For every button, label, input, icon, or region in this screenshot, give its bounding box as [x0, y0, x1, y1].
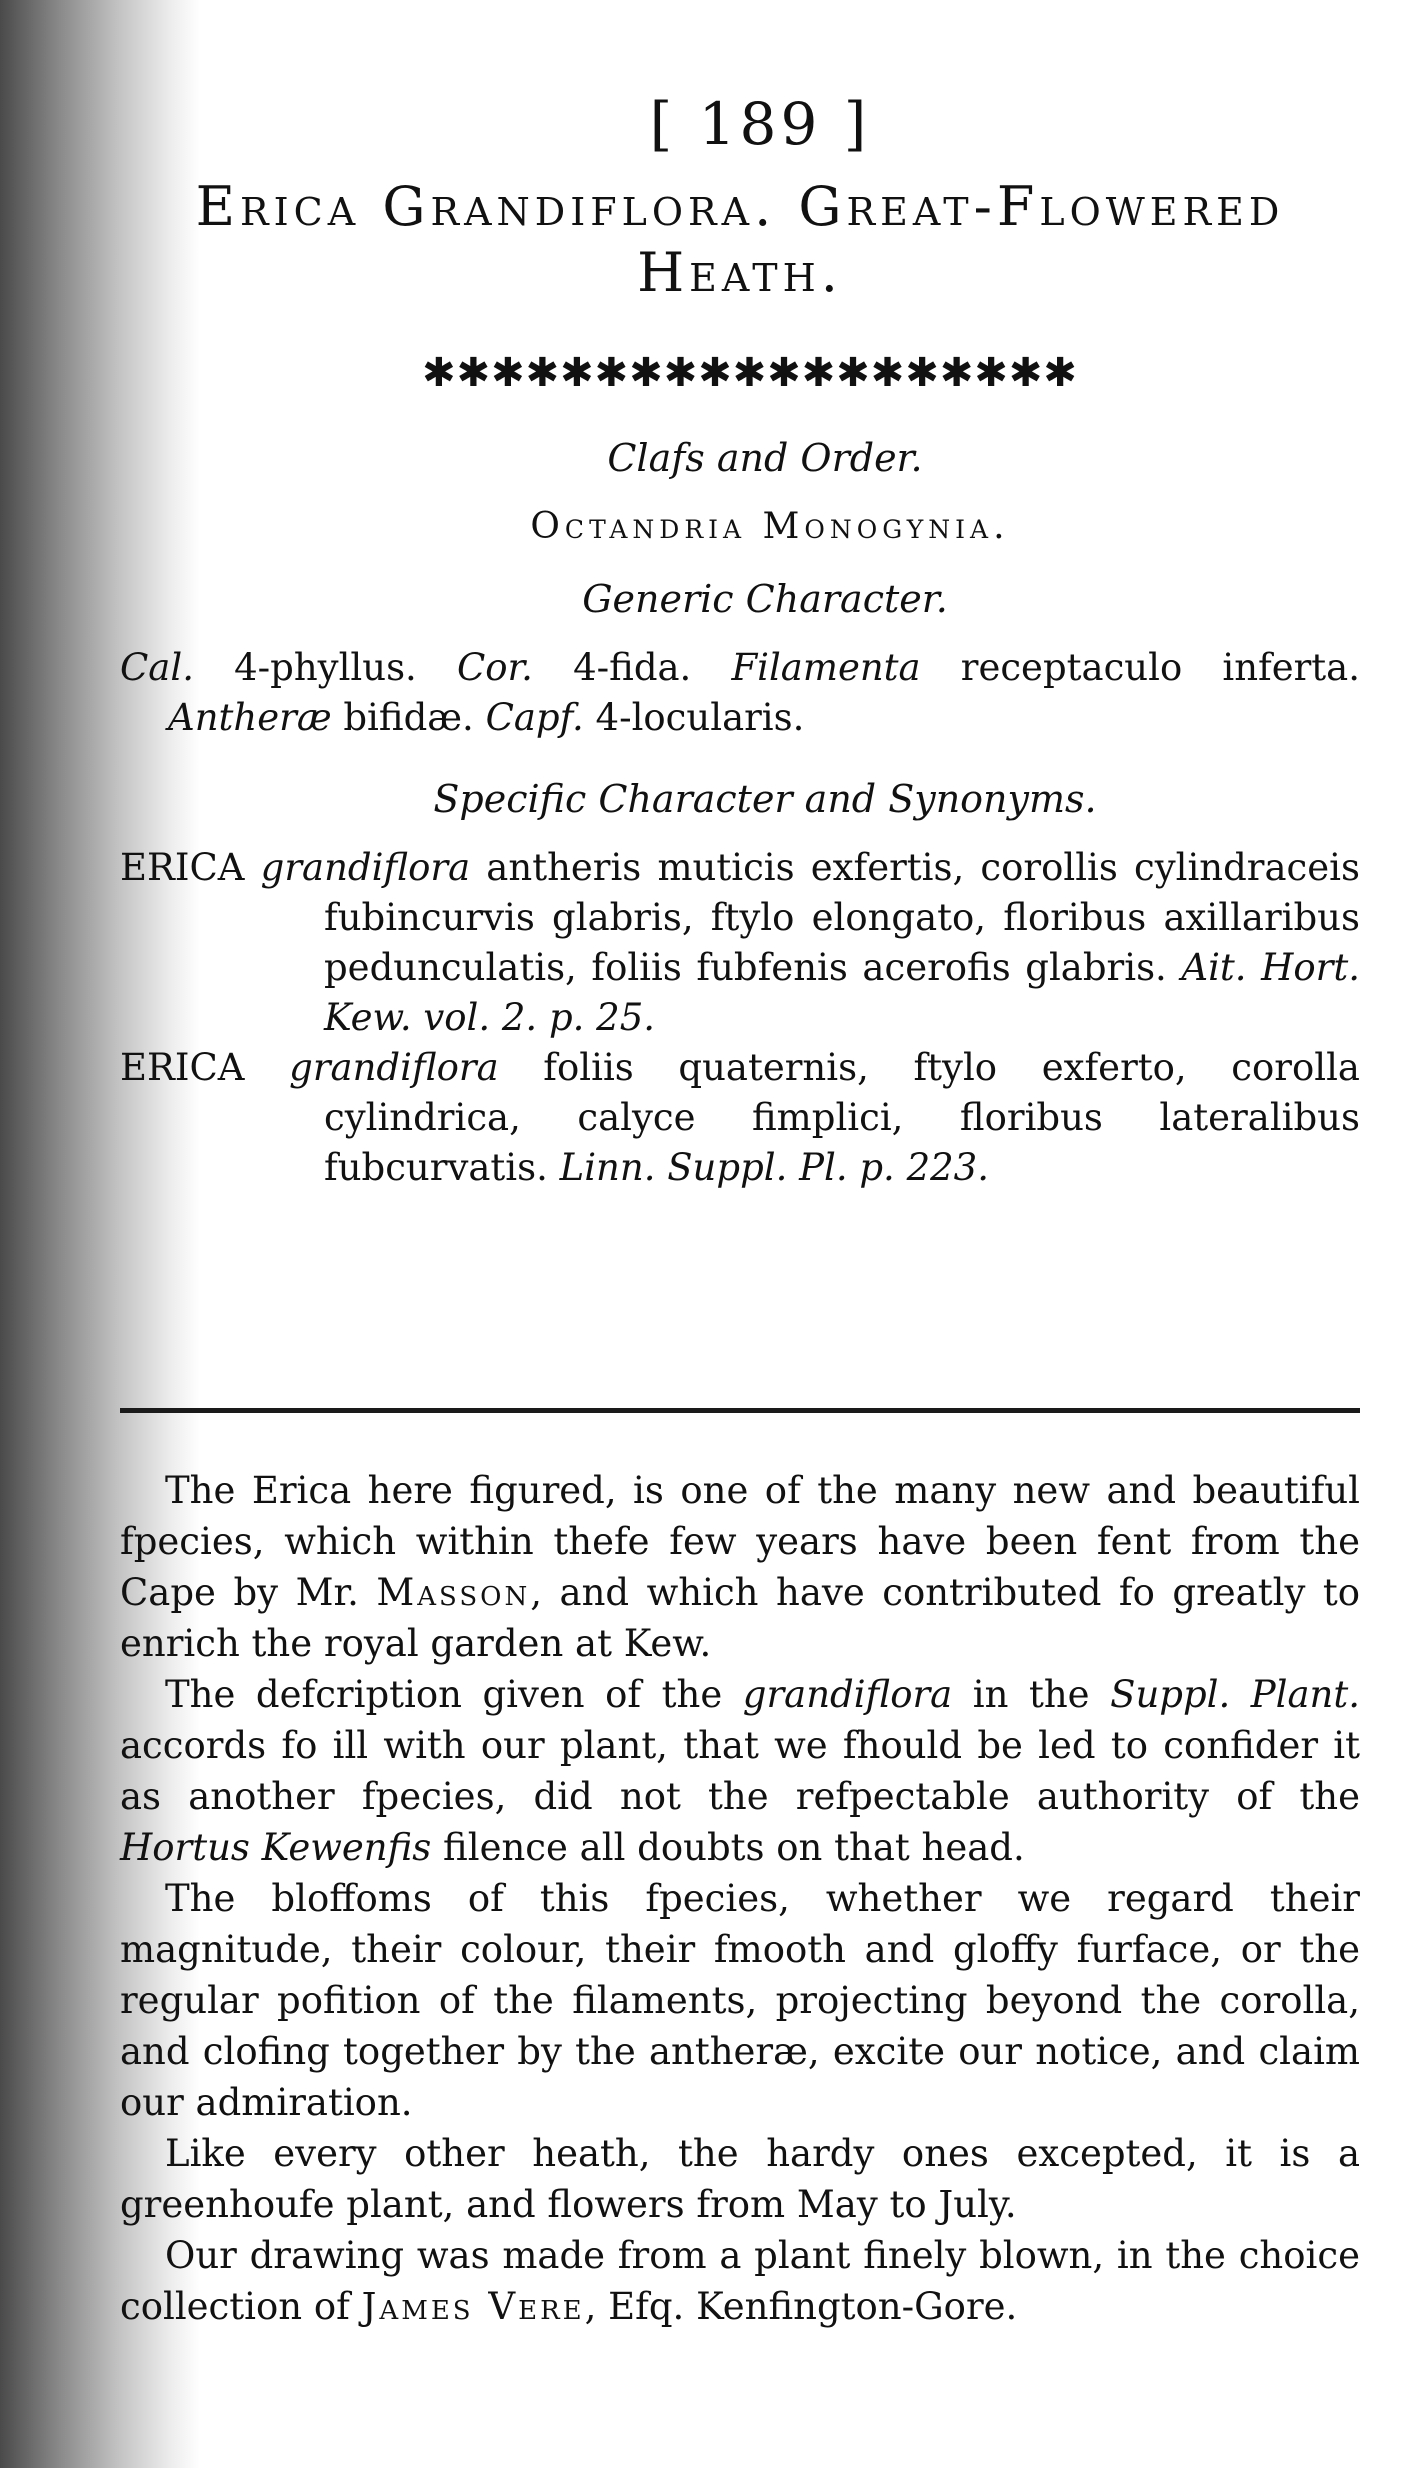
synonym-text: antheris muticis exfertis, corollis cylindraceis fubincurvis glabris, ftylo elongato, floribus axillaribus pedunculatis, foliis fubfenis acerofis glabris.: [324, 846, 1360, 989]
generic-heading: Generic Character.: [582, 577, 948, 621]
paragraph-2-text-c: accords fo ill with our plant, that we fhould be led to confider it as another fpecies, did not the refpectable authority of the: [120, 1724, 1360, 1818]
title-line-2: Heath.: [637, 241, 843, 304]
filamenta-label: Filamenta: [731, 646, 921, 689]
antherae-label: Antheræ: [168, 696, 332, 739]
synonym-reference: Linn. Suppl. Pl. p. 223.: [559, 1146, 989, 1189]
paragraph-3: The bloffoms of this fpecies, whether we regard their magnitude, their colour, their fmooth and gloffy furface, or the regular pofition of the filaments, projecting beyond the corolla, and clofing together by the antheræ, excite our notice, and claim our admiration.: [120, 1877, 1360, 2124]
star-divider: ✱✱✱✱✱✱✱✱✱✱✱✱✱✱✱✱✱✱✱: [422, 350, 1078, 396]
synonym-species: grandiflora: [289, 1046, 499, 1089]
page-number: [ 189 ]: [649, 90, 871, 158]
synonym-entry: [120, 1043, 1360, 1193]
synonym-genus: ERICA: [120, 1046, 290, 1089]
page: [120, 90, 1361, 2328]
cor-label: Cor.: [456, 646, 533, 689]
synonym-species: grandiflora: [260, 846, 471, 889]
synonym-list: [120, 843, 1360, 1193]
person-name-vere: James Vere: [361, 2285, 585, 2328]
synonym-reference: Ait. Hort. Kew. vol. 2. p. 25.: [324, 946, 1360, 1039]
paragraph-1: [120, 1465, 1360, 1669]
paragraph-2-text-a: The defcription given of the: [165, 1673, 743, 1716]
paragraph-2-italic-2: Suppl. Plant.: [1110, 1673, 1361, 1716]
class-order: Octandria Monogynia.: [530, 506, 1010, 547]
synonym-entry: [120, 843, 1360, 1043]
capsula-label: Capf.: [485, 696, 584, 739]
filamenta-text: receptaculo inferta.: [920, 646, 1360, 689]
paragraph-5: [120, 2230, 1360, 2332]
paragraph-2-text-d: filence all doubts on that head.: [431, 1826, 1025, 1869]
description-text: [120, 1465, 1360, 2332]
cor-text: 4-fida.: [532, 646, 732, 689]
paragraph-2-italic-1: grandiflora: [742, 1673, 953, 1716]
horizontal-rule: [120, 1408, 1360, 1413]
paragraph-4: Like every other heath, the hardy ones excepted, it is a greenhoufe plant, and flowers from May to July.: [120, 2132, 1360, 2226]
paragraph-1-text-a: The Erica here figured, is one of the many new and beautiful fpecies, which within thefe few years have been fent from the Cape by Mr.: [120, 1469, 1360, 1614]
capsula-text: 4-locularis.: [583, 696, 805, 739]
paragraph-5-text-b: , Efq. Kenfington-Gore.: [584, 2285, 1018, 2328]
page-title: [120, 174, 1360, 306]
person-name-masson: Masson: [376, 1571, 531, 1614]
cal-text: 4-phyllus.: [193, 646, 457, 689]
title-line-1: Erica Grandiflora. Great-Flowered: [195, 175, 1285, 238]
paragraph-5-text-a: Our drawing was made from a plant finely blown, in the choice collection of: [120, 2234, 1360, 2328]
specific-heading: Specific Character and Synonyms.: [433, 777, 1097, 821]
paragraph-2-text-b: in the: [952, 1673, 1111, 1716]
antherae-text: bifidæ.: [331, 696, 486, 739]
class-order-heading: Clafs and Order.: [607, 436, 923, 480]
paragraph-2: [120, 1669, 1360, 1873]
paragraph-2-italic-3: Hortus Kewenfis: [120, 1826, 432, 1869]
cal-label: Cal.: [120, 646, 194, 689]
synonym-genus: ERICA: [120, 846, 261, 889]
synonym-text: foliis quaternis, ftylo exferto, corolla cylindrica, calyce fimplici, floribus lateralibus fubcurvatis.: [324, 1046, 1360, 1189]
paragraph-1-text-b: , and which have contributed fo greatly to enrich the royal garden at Kew.: [120, 1571, 1361, 1665]
generic-character: [120, 643, 1360, 743]
